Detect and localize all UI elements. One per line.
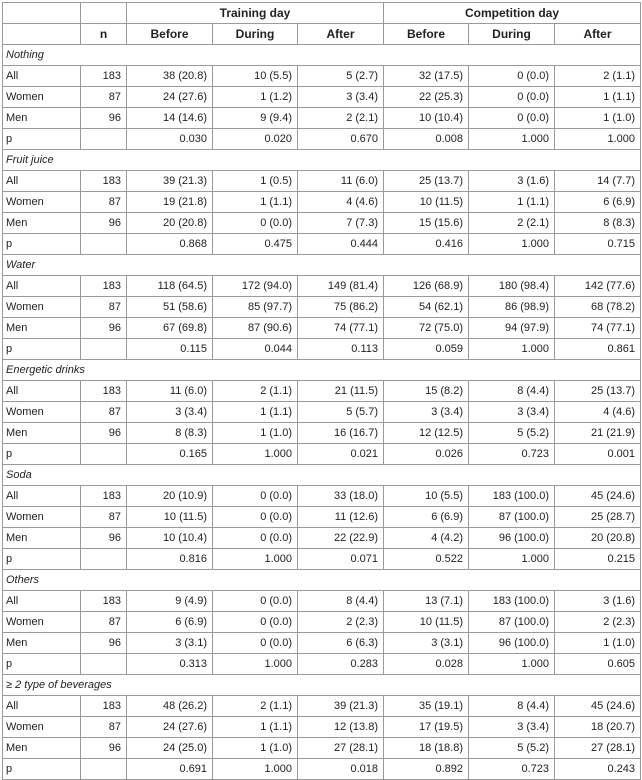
value-cell: 54 (62.1) <box>384 297 469 318</box>
value-cell: 1 (1.0) <box>555 108 641 129</box>
value-cell: 25 (13.7) <box>555 381 641 402</box>
value-cell: 1.000 <box>469 234 555 255</box>
table-row <box>3 654 641 675</box>
n-cell: 87 <box>81 402 127 423</box>
row-label: Men <box>3 528 81 549</box>
value-cell: 87 (90.6) <box>213 318 298 339</box>
row-label: p <box>3 339 81 360</box>
value-cell: 0.670 <box>298 129 384 150</box>
value-cell: 20 (20.8) <box>555 528 641 549</box>
value-cell: 8 (4.4) <box>469 381 555 402</box>
value-cell: 17 (19.5) <box>384 717 469 738</box>
value-cell: 4 (4.6) <box>298 192 384 213</box>
value-cell: 10 (11.5) <box>384 612 469 633</box>
value-cell: 172 (94.0) <box>213 276 298 297</box>
value-cell: 4 (4.2) <box>384 528 469 549</box>
value-cell: 74 (77.1) <box>298 318 384 339</box>
row-label: All <box>3 486 81 507</box>
n-cell: 87 <box>81 507 127 528</box>
row-label: p <box>3 654 81 675</box>
header-n: n <box>81 24 127 45</box>
n-cell: 87 <box>81 87 127 108</box>
row-label: Men <box>3 213 81 234</box>
row-label: Men <box>3 318 81 339</box>
value-cell: 1 (1.2) <box>213 87 298 108</box>
table-row <box>3 129 641 150</box>
value-cell: 39 (21.3) <box>298 696 384 717</box>
value-cell: 0.020 <box>213 129 298 150</box>
value-cell: 1.000 <box>469 654 555 675</box>
value-cell: 7 (7.3) <box>298 213 384 234</box>
header-row-groups <box>3 3 641 24</box>
n-cell: 183 <box>81 381 127 402</box>
section-title: Others <box>3 570 641 591</box>
value-cell: 22 (25.3) <box>384 87 469 108</box>
header-label-spacer <box>3 24 81 45</box>
row-label: Women <box>3 87 81 108</box>
value-cell: 6 (6.9) <box>555 192 641 213</box>
value-cell: 18 (18.8) <box>384 738 469 759</box>
value-cell: 0.021 <box>298 444 384 465</box>
table-row <box>3 528 641 549</box>
value-cell: 2 (2.3) <box>555 612 641 633</box>
section-title: Soda <box>3 465 641 486</box>
value-cell: 27 (28.1) <box>555 738 641 759</box>
value-cell: 0.723 <box>469 759 555 780</box>
value-cell: 45 (24.6) <box>555 696 641 717</box>
value-cell: 10 (5.5) <box>213 66 298 87</box>
row-label: All <box>3 696 81 717</box>
value-cell: 0.605 <box>555 654 641 675</box>
n-cell: 96 <box>81 423 127 444</box>
value-cell: 8 (4.4) <box>469 696 555 717</box>
section-title: ≥ 2 type of beverages <box>3 675 641 696</box>
table-row <box>3 192 641 213</box>
value-cell: 10 (10.4) <box>384 108 469 129</box>
n-cell: 183 <box>81 66 127 87</box>
table-row <box>3 234 641 255</box>
value-cell: 1.000 <box>213 759 298 780</box>
value-cell: 1 (0.5) <box>213 171 298 192</box>
value-cell: 12 (13.8) <box>298 717 384 738</box>
table-row <box>3 486 641 507</box>
table-row <box>3 633 641 654</box>
value-cell: 0.113 <box>298 339 384 360</box>
value-cell: 0.030 <box>127 129 213 150</box>
value-cell: 72 (75.0) <box>384 318 469 339</box>
n-cell <box>81 654 127 675</box>
row-label: All <box>3 591 81 612</box>
value-cell: 48 (26.2) <box>127 696 213 717</box>
value-cell: 24 (27.6) <box>127 87 213 108</box>
value-cell: 8 (4.4) <box>298 591 384 612</box>
value-cell: 38 (20.8) <box>127 66 213 87</box>
value-cell: 22 (22.9) <box>298 528 384 549</box>
value-cell: 3 (3.4) <box>127 402 213 423</box>
value-cell: 10 (10.4) <box>127 528 213 549</box>
value-cell: 3 (3.1) <box>384 633 469 654</box>
value-cell: 0.115 <box>127 339 213 360</box>
value-cell: 5 (2.7) <box>298 66 384 87</box>
table-row <box>3 507 641 528</box>
n-cell: 183 <box>81 276 127 297</box>
table-row <box>3 444 641 465</box>
n-cell: 96 <box>81 108 127 129</box>
n-cell: 183 <box>81 696 127 717</box>
row-label: All <box>3 276 81 297</box>
value-cell: 24 (27.6) <box>127 717 213 738</box>
value-cell: 96 (100.0) <box>469 528 555 549</box>
value-cell: 3 (3.4) <box>469 717 555 738</box>
value-cell: 6 (6.9) <box>127 612 213 633</box>
value-cell: 3 (3.4) <box>384 402 469 423</box>
value-cell: 2 (1.1) <box>213 381 298 402</box>
table-row <box>3 591 641 612</box>
value-cell: 0.723 <box>469 444 555 465</box>
section-row <box>3 360 641 381</box>
row-label: p <box>3 234 81 255</box>
value-cell: 24 (25.0) <box>127 738 213 759</box>
value-cell: 1 (1.1) <box>213 192 298 213</box>
n-cell: 87 <box>81 192 127 213</box>
value-cell: 0.243 <box>555 759 641 780</box>
value-cell: 0 (0.0) <box>469 87 555 108</box>
value-cell: 3 (3.1) <box>127 633 213 654</box>
row-label: All <box>3 381 81 402</box>
value-cell: 1 (1.0) <box>555 633 641 654</box>
value-cell: 21 (21.9) <box>555 423 641 444</box>
value-cell: 0.044 <box>213 339 298 360</box>
value-cell: 1.000 <box>469 549 555 570</box>
value-cell: 14 (14.6) <box>127 108 213 129</box>
value-cell: 5 (5.7) <box>298 402 384 423</box>
value-cell: 21 (11.5) <box>298 381 384 402</box>
value-cell: 183 (100.0) <box>469 486 555 507</box>
value-cell: 0.026 <box>384 444 469 465</box>
value-cell: 11 (6.0) <box>298 171 384 192</box>
table-row <box>3 612 641 633</box>
table-row <box>3 87 641 108</box>
value-cell: 1.000 <box>213 549 298 570</box>
value-cell: 10 (5.5) <box>384 486 469 507</box>
n-cell <box>81 234 127 255</box>
value-cell: 0.475 <box>213 234 298 255</box>
value-cell: 1.000 <box>213 654 298 675</box>
header-corner <box>3 3 81 24</box>
value-cell: 67 (69.8) <box>127 318 213 339</box>
value-cell: 10 (11.5) <box>127 507 213 528</box>
table-row <box>3 738 641 759</box>
n-cell: 96 <box>81 213 127 234</box>
row-label: Men <box>3 108 81 129</box>
value-cell: 39 (21.3) <box>127 171 213 192</box>
section-row <box>3 255 641 276</box>
beverage-intake-table <box>2 2 641 780</box>
value-cell: 3 (1.6) <box>469 171 555 192</box>
value-cell: 0.059 <box>384 339 469 360</box>
value-cell: 0 (0.0) <box>213 633 298 654</box>
value-cell: 18 (20.7) <box>555 717 641 738</box>
header-training-during: During <box>213 24 298 45</box>
value-cell: 0.071 <box>298 549 384 570</box>
value-cell: 0.028 <box>384 654 469 675</box>
value-cell: 25 (13.7) <box>384 171 469 192</box>
n-cell <box>81 129 127 150</box>
value-cell: 16 (16.7) <box>298 423 384 444</box>
table-row <box>3 66 641 87</box>
value-cell: 6 (6.9) <box>384 507 469 528</box>
value-cell: 11 (6.0) <box>127 381 213 402</box>
value-cell: 45 (24.6) <box>555 486 641 507</box>
table-row <box>3 297 641 318</box>
value-cell: 0 (0.0) <box>213 528 298 549</box>
value-cell: 183 (100.0) <box>469 591 555 612</box>
table-row <box>3 339 641 360</box>
n-cell <box>81 444 127 465</box>
value-cell: 118 (64.5) <box>127 276 213 297</box>
value-cell: 10 (11.5) <box>384 192 469 213</box>
value-cell: 11 (12.6) <box>298 507 384 528</box>
value-cell: 0.283 <box>298 654 384 675</box>
section-row <box>3 150 641 171</box>
value-cell: 126 (68.9) <box>384 276 469 297</box>
table-body <box>3 45 641 780</box>
n-cell: 96 <box>81 633 127 654</box>
value-cell: 1 (1.1) <box>469 192 555 213</box>
value-cell: 68 (78.2) <box>555 297 641 318</box>
row-label: p <box>3 759 81 780</box>
value-cell: 12 (12.5) <box>384 423 469 444</box>
value-cell: 1 (1.1) <box>213 717 298 738</box>
value-cell: 25 (28.7) <box>555 507 641 528</box>
value-cell: 3 (3.4) <box>469 402 555 423</box>
value-cell: 2 (1.1) <box>555 66 641 87</box>
section-row <box>3 675 641 696</box>
header-competition-day: Competition day <box>384 3 641 24</box>
table-row <box>3 423 641 444</box>
value-cell: 2 (2.1) <box>469 213 555 234</box>
value-cell: 87 (100.0) <box>469 612 555 633</box>
n-cell: 87 <box>81 297 127 318</box>
value-cell: 0.892 <box>384 759 469 780</box>
n-cell: 96 <box>81 318 127 339</box>
table-row <box>3 276 641 297</box>
table-row <box>3 549 641 570</box>
value-cell: 4 (4.6) <box>555 402 641 423</box>
value-cell: 20 (20.8) <box>127 213 213 234</box>
value-cell: 85 (97.7) <box>213 297 298 318</box>
header-row-columns <box>3 24 641 45</box>
table-row <box>3 213 641 234</box>
table-row <box>3 402 641 423</box>
value-cell: 32 (17.5) <box>384 66 469 87</box>
table-row <box>3 717 641 738</box>
value-cell: 0.522 <box>384 549 469 570</box>
value-cell: 1.000 <box>469 129 555 150</box>
section-title: Water <box>3 255 641 276</box>
value-cell: 13 (7.1) <box>384 591 469 612</box>
value-cell: 1.000 <box>213 444 298 465</box>
value-cell: 0.816 <box>127 549 213 570</box>
table-row <box>3 759 641 780</box>
value-cell: 0 (0.0) <box>213 612 298 633</box>
n-cell <box>81 759 127 780</box>
row-label: Men <box>3 633 81 654</box>
header-training-after: After <box>298 24 384 45</box>
table-row <box>3 108 641 129</box>
value-cell: 0.008 <box>384 129 469 150</box>
value-cell: 5 (5.2) <box>469 423 555 444</box>
n-cell: 96 <box>81 528 127 549</box>
value-cell: 0.215 <box>555 549 641 570</box>
n-cell: 183 <box>81 591 127 612</box>
value-cell: 87 (100.0) <box>469 507 555 528</box>
n-cell: 96 <box>81 738 127 759</box>
value-cell: 2 (1.1) <box>213 696 298 717</box>
value-cell: 1 (1.1) <box>555 87 641 108</box>
section-row <box>3 570 641 591</box>
value-cell: 0.861 <box>555 339 641 360</box>
value-cell: 94 (97.9) <box>469 318 555 339</box>
value-cell: 180 (98.4) <box>469 276 555 297</box>
header-competition-before: Before <box>384 24 469 45</box>
value-cell: 8 (8.3) <box>127 423 213 444</box>
row-label: Women <box>3 192 81 213</box>
row-label: Women <box>3 717 81 738</box>
value-cell: 1.000 <box>555 129 641 150</box>
row-label: Men <box>3 738 81 759</box>
n-cell: 183 <box>81 171 127 192</box>
row-label: Women <box>3 507 81 528</box>
value-cell: 1.000 <box>469 339 555 360</box>
table-row <box>3 171 641 192</box>
value-cell: 0.018 <box>298 759 384 780</box>
n-cell: 87 <box>81 717 127 738</box>
value-cell: 0.165 <box>127 444 213 465</box>
n-cell: 183 <box>81 486 127 507</box>
row-label: Women <box>3 612 81 633</box>
value-cell: 0 (0.0) <box>213 591 298 612</box>
section-title: Fruit juice <box>3 150 641 171</box>
value-cell: 15 (15.6) <box>384 213 469 234</box>
value-cell: 0 (0.0) <box>213 486 298 507</box>
section-row <box>3 45 641 66</box>
value-cell: 3 (1.6) <box>555 591 641 612</box>
header-training-before: Before <box>127 24 213 45</box>
value-cell: 51 (58.6) <box>127 297 213 318</box>
n-cell <box>81 339 127 360</box>
value-cell: 86 (98.9) <box>469 297 555 318</box>
value-cell: 33 (18.0) <box>298 486 384 507</box>
value-cell: 149 (81.4) <box>298 276 384 297</box>
row-label: p <box>3 549 81 570</box>
value-cell: 2 (2.3) <box>298 612 384 633</box>
value-cell: 20 (10.9) <box>127 486 213 507</box>
value-cell: 9 (4.9) <box>127 591 213 612</box>
n-cell: 87 <box>81 612 127 633</box>
row-label: Women <box>3 297 81 318</box>
value-cell: 0 (0.0) <box>213 507 298 528</box>
header-n-spacer <box>81 3 127 24</box>
value-cell: 0.001 <box>555 444 641 465</box>
section-row <box>3 465 641 486</box>
value-cell: 0 (0.0) <box>469 108 555 129</box>
value-cell: 6 (6.3) <box>298 633 384 654</box>
value-cell: 1 (1.0) <box>213 423 298 444</box>
table-row <box>3 696 641 717</box>
header-training-day: Training day <box>127 3 384 24</box>
header-competition-during: During <box>469 24 555 45</box>
value-cell: 0.691 <box>127 759 213 780</box>
value-cell: 8 (8.3) <box>555 213 641 234</box>
value-cell: 142 (77.6) <box>555 276 641 297</box>
header-competition-after: After <box>555 24 641 45</box>
value-cell: 0.868 <box>127 234 213 255</box>
section-title: Nothing <box>3 45 641 66</box>
table-row <box>3 318 641 339</box>
n-cell <box>81 549 127 570</box>
row-label: All <box>3 171 81 192</box>
value-cell: 2 (2.1) <box>298 108 384 129</box>
table-row <box>3 381 641 402</box>
value-cell: 3 (3.4) <box>298 87 384 108</box>
value-cell: 0 (0.0) <box>469 66 555 87</box>
value-cell: 0.313 <box>127 654 213 675</box>
value-cell: 1 (1.0) <box>213 738 298 759</box>
row-label: Men <box>3 423 81 444</box>
value-cell: 27 (28.1) <box>298 738 384 759</box>
value-cell: 14 (7.7) <box>555 171 641 192</box>
section-title: Energetic drinks <box>3 360 641 381</box>
row-label: Women <box>3 402 81 423</box>
value-cell: 0.444 <box>298 234 384 255</box>
value-cell: 15 (8.2) <box>384 381 469 402</box>
value-cell: 5 (5.2) <box>469 738 555 759</box>
value-cell: 0.416 <box>384 234 469 255</box>
row-label: All <box>3 66 81 87</box>
value-cell: 9 (9.4) <box>213 108 298 129</box>
value-cell: 0 (0.0) <box>213 213 298 234</box>
value-cell: 1 (1.1) <box>213 402 298 423</box>
row-label: p <box>3 444 81 465</box>
value-cell: 74 (77.1) <box>555 318 641 339</box>
value-cell: 19 (21.8) <box>127 192 213 213</box>
value-cell: 75 (86.2) <box>298 297 384 318</box>
value-cell: 35 (19.1) <box>384 696 469 717</box>
row-label: p <box>3 129 81 150</box>
value-cell: 0.715 <box>555 234 641 255</box>
value-cell: 96 (100.0) <box>469 633 555 654</box>
